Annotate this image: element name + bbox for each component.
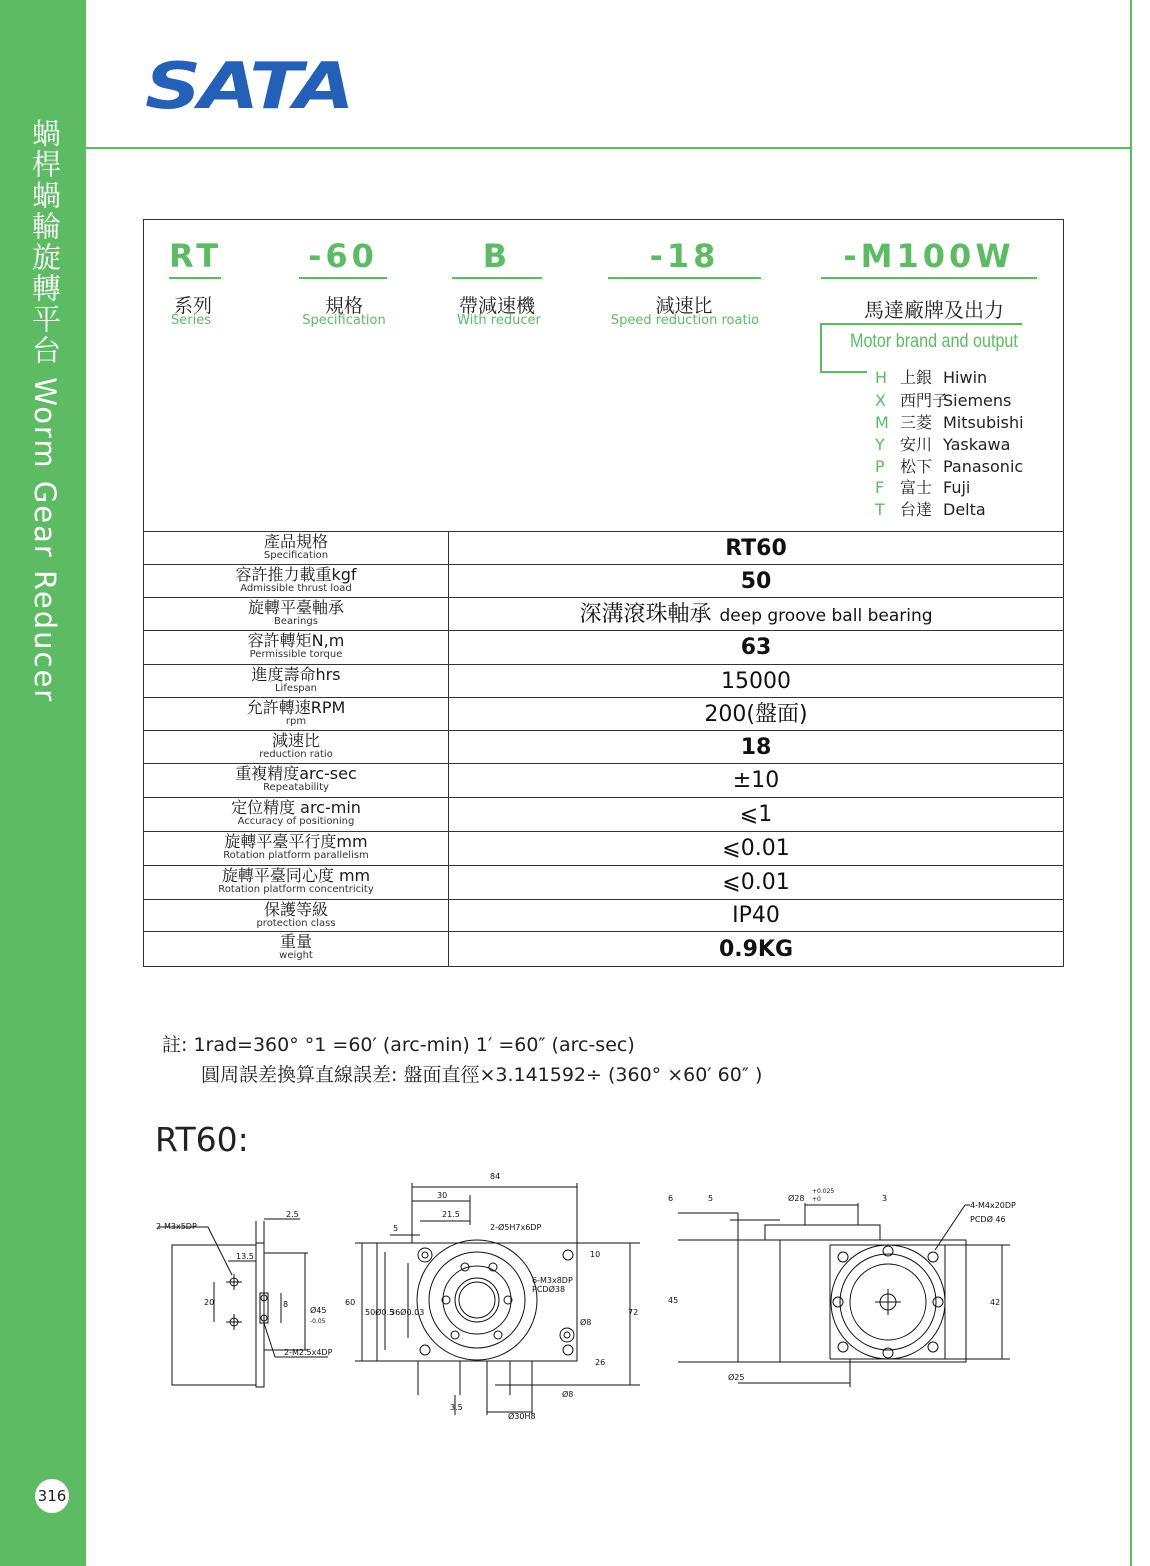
spec-box xyxy=(143,219,1064,967)
label-ratio-en: Speed reduction roatio xyxy=(610,313,760,328)
sata-logo: SATA xyxy=(145,50,353,124)
table-row xyxy=(144,899,1063,931)
spec-value-text: 18 xyxy=(740,735,772,760)
spec-value-text: 63 xyxy=(740,635,772,660)
spec-value xyxy=(449,665,1063,697)
spec-value-text: 0.9KG xyxy=(718,937,794,962)
spec-value-text: 50 xyxy=(740,569,772,594)
spec-label-cn: 容許轉矩N,m xyxy=(247,631,345,650)
spec-label-cn: 保護等級 xyxy=(263,900,328,919)
top-view xyxy=(355,1183,640,1415)
spec-value-text: RT60 xyxy=(725,536,787,561)
dim-top-h6: Ø8 xyxy=(580,1318,592,1327)
diagram-title: RT60: xyxy=(155,1120,249,1159)
code-motor: -M100W xyxy=(821,237,1037,279)
spec-label-cn: 重量 xyxy=(279,932,312,951)
table-row xyxy=(144,831,1063,865)
brand-code: X xyxy=(875,391,886,410)
brand-row xyxy=(875,432,1010,454)
table-row xyxy=(144,931,1063,967)
spec-label xyxy=(144,631,449,664)
spec-value-text: IP40 xyxy=(732,903,780,928)
spec-label-en: Admissible thrust load xyxy=(240,583,352,594)
dim-top-c: 5 xyxy=(393,1224,399,1233)
header-divider xyxy=(86,147,1132,149)
label-series-cn: 系列 xyxy=(173,295,212,317)
table-row xyxy=(144,564,1063,597)
dim-front-h2: 42 xyxy=(990,1298,1001,1307)
spec-label-en: Lifespan xyxy=(274,683,318,694)
dim-side-tap: 2-M3x5DP xyxy=(156,1222,197,1231)
brand-code: P xyxy=(875,457,885,476)
dim-top-h7: 26 xyxy=(595,1358,606,1367)
spec-label xyxy=(144,798,449,831)
side-view xyxy=(158,1219,328,1387)
spec-label-cn: 重複精度arc-sec xyxy=(235,764,357,783)
spec-label xyxy=(144,698,449,730)
spec-value-text: ⩽0.01 xyxy=(722,836,790,861)
label-motor-en: Motor brand and output xyxy=(850,331,1018,352)
dim-front-d5: 5 xyxy=(708,1194,714,1203)
brand-name-cn: 台達 xyxy=(900,500,933,519)
dim-top-pin: 2-Ø5H7x6DP xyxy=(490,1223,542,1232)
spec-label xyxy=(144,832,449,865)
spec-value-text: 15000 xyxy=(721,669,791,694)
table-row xyxy=(144,763,1063,797)
dim-top-h1: 10 xyxy=(590,1250,601,1259)
spec-label-en: Specification xyxy=(263,550,329,561)
spec-label-cn: 旋轉平臺軸承 xyxy=(247,598,344,617)
brand-row xyxy=(875,388,1011,410)
label-motor-cn: 馬達廠牌及出力 xyxy=(864,298,1004,322)
label-reducer-en: With reducer xyxy=(457,313,541,328)
dim-front-shaft: Ø25 xyxy=(728,1373,745,1382)
spec-label-cn: 產品規格 xyxy=(263,532,328,551)
label-spec-cn: 規格 xyxy=(324,295,363,317)
spec-value xyxy=(449,565,1063,597)
table-row xyxy=(144,630,1063,664)
dim-top-h5: 72 xyxy=(628,1308,639,1317)
note-line-1: 註: 1rad=360° °1 =60′ (arc-min) 1′ =60″ (arc-sec) xyxy=(162,1034,635,1056)
spec-label-en: Repeatability xyxy=(263,782,329,793)
dim-top-h9: Ø8 xyxy=(562,1390,574,1399)
code-ratio: -18 xyxy=(608,237,761,279)
spec-label xyxy=(144,932,449,967)
spec-label xyxy=(144,665,449,697)
brand-row xyxy=(875,365,987,387)
brand-code: M xyxy=(875,413,889,432)
page-number: 316 xyxy=(35,1479,69,1513)
dim-front-d3: 3 xyxy=(882,1194,888,1203)
spec-label xyxy=(144,532,449,564)
spec-value-text: ⩽1 xyxy=(739,802,773,827)
dim-top-b: 21.5 xyxy=(442,1210,460,1219)
spec-label-en: rpm xyxy=(285,716,307,727)
code-reducer: B xyxy=(452,237,542,279)
table-row xyxy=(144,597,1063,630)
spec-value xyxy=(449,900,1063,931)
brand-row xyxy=(875,497,986,519)
spec-label-en: Rotation platform concentricity xyxy=(218,884,374,895)
label-series-en: Series xyxy=(171,313,211,328)
code-series: RT xyxy=(169,237,221,279)
dim-front-tol-up: +0.025 xyxy=(812,1188,835,1195)
spec-value-text: ⩽0.01 xyxy=(722,870,790,895)
brand-name-cn: 三菱 xyxy=(900,413,933,432)
dim-top-bore: Ø30H8 xyxy=(508,1412,536,1421)
spec-value-en: deep groove ball bearing xyxy=(719,606,933,626)
dim-top-w: 84 xyxy=(490,1172,501,1181)
dim-side-d3: 20 xyxy=(204,1298,215,1307)
spec-label-en: reduction ratio xyxy=(259,749,333,760)
spec-label-cn: 進度壽命hrs xyxy=(251,665,341,684)
dim-front-tol-dn: +0 xyxy=(812,1196,821,1203)
spec-label xyxy=(144,866,449,899)
spec-label xyxy=(144,764,449,797)
brand-name-en: Mitsubishi xyxy=(943,413,1024,432)
spec-value xyxy=(449,832,1063,865)
brand-name-en: Fuji xyxy=(943,478,971,497)
dim-side-d5: Ø45 xyxy=(310,1306,327,1315)
brand-code: H xyxy=(875,368,888,387)
right-border-line xyxy=(1130,0,1132,1566)
spec-value xyxy=(449,932,1063,967)
spec-label xyxy=(144,900,449,931)
brand-name-en: Panasonic xyxy=(943,457,1024,476)
spec-label-en: Accuracy of positioning xyxy=(237,816,355,827)
dim-side-d2: 13.5 xyxy=(236,1252,254,1261)
spec-value xyxy=(449,598,1063,630)
brand-name-cn: 上銀 xyxy=(900,368,933,387)
brand-row xyxy=(875,475,970,497)
dim-top-h3: 50Ø0.5 xyxy=(365,1308,395,1317)
table-row xyxy=(144,664,1063,697)
brand-name-cn: 安川 xyxy=(900,435,933,454)
spec-label xyxy=(144,731,449,763)
table-row xyxy=(144,697,1063,730)
dim-side-d5-tol: -0.05 xyxy=(310,1318,326,1325)
spec-value-text: ±10 xyxy=(732,768,780,793)
spec-value-text: 深溝滾珠軸承 xyxy=(579,602,712,627)
spec-label-en: protection class xyxy=(256,918,336,929)
label-spec-en: Specification xyxy=(302,313,386,328)
spec-value xyxy=(449,798,1063,831)
brand-name-cn: 西門子 xyxy=(900,391,949,410)
technical-drawings xyxy=(150,1165,1050,1435)
code-spec: -60 xyxy=(299,237,387,279)
spec-label-cn: 允許轉速RPM xyxy=(246,698,346,717)
spec-value-text: 200(盤面) xyxy=(704,702,808,727)
spec-label-en: Permissible torque xyxy=(249,649,343,660)
brand-row xyxy=(875,410,1024,432)
dim-top-pcd: PCDØ38 xyxy=(532,1285,566,1294)
brand-name-cn: 松下 xyxy=(900,457,933,476)
spec-value xyxy=(449,698,1063,730)
dim-side-d1: 2.5 xyxy=(286,1210,299,1219)
brand-code: T xyxy=(875,500,885,519)
brand-name-en: Hiwin xyxy=(943,368,988,387)
dim-top-h2: 60 xyxy=(345,1298,356,1307)
table-row xyxy=(144,865,1063,899)
table-row xyxy=(144,797,1063,831)
dim-top-a: 30 xyxy=(437,1191,448,1200)
spec-label-en: Rotation platform parallelism xyxy=(223,850,369,861)
sidebar-title: 蝸桿蝸輪旋轉平台 Worm Gear Reducer xyxy=(28,118,62,704)
label-reducer-cn: 帶減速機 xyxy=(458,295,535,317)
dim-front-pcd: PCDØ 46 xyxy=(970,1215,1006,1224)
brand-code: F xyxy=(875,478,885,497)
spec-label xyxy=(144,598,449,630)
front-view xyxy=(678,1203,1010,1387)
dim-front-h: 45 xyxy=(668,1296,679,1305)
dim-side-d4: 8 xyxy=(283,1300,289,1309)
dim-top-h8: 3.5 xyxy=(450,1403,463,1412)
spec-value xyxy=(449,731,1063,763)
brand-name-en: Siemens xyxy=(943,391,1012,410)
spec-value xyxy=(449,866,1063,899)
spec-value xyxy=(449,631,1063,664)
table-row xyxy=(144,531,1063,564)
spec-label-cn: 減速比 xyxy=(271,731,320,750)
spec-value xyxy=(449,764,1063,797)
brand-code: Y xyxy=(875,435,885,454)
spec-label-en: weight xyxy=(279,950,313,961)
spec-value xyxy=(449,532,1063,564)
spec-label-cn: 定位精度 arc-min xyxy=(231,798,361,817)
spec-label-cn: 旋轉平臺平行度mm xyxy=(224,832,368,851)
brand-name-en: Yaskawa xyxy=(943,435,1011,454)
spec-label-cn: 旋轉平臺同心度 mm xyxy=(221,866,371,885)
brand-row xyxy=(875,454,1023,476)
brand-name-cn: 富士 xyxy=(900,478,933,497)
brand-name-en: Delta xyxy=(943,500,986,519)
dim-top-tap: 6-M3x8DP xyxy=(532,1276,573,1285)
table-row xyxy=(144,730,1063,763)
dim-side-tap2: 2-M2.5x4DP xyxy=(284,1348,333,1357)
note-line-2: 圓周誤差換算直線誤差: 盤面直徑×3.141592÷ (360° ×60′ 60″ ) xyxy=(201,1064,763,1086)
spec-label xyxy=(144,565,449,597)
dim-front-tap: 4-M4x20DP xyxy=(970,1201,1016,1210)
spec-label-en: Bearings xyxy=(274,616,318,627)
dim-top-h4: 36Ø0.03 xyxy=(390,1308,425,1317)
dim-front-d6: 6 xyxy=(668,1194,674,1203)
spec-label-cn: 容許推力載重kgf xyxy=(235,565,357,584)
dim-front-bore: Ø28 xyxy=(788,1194,805,1203)
label-ratio-cn: 減速比 xyxy=(655,295,713,317)
sidebar xyxy=(0,0,86,1566)
